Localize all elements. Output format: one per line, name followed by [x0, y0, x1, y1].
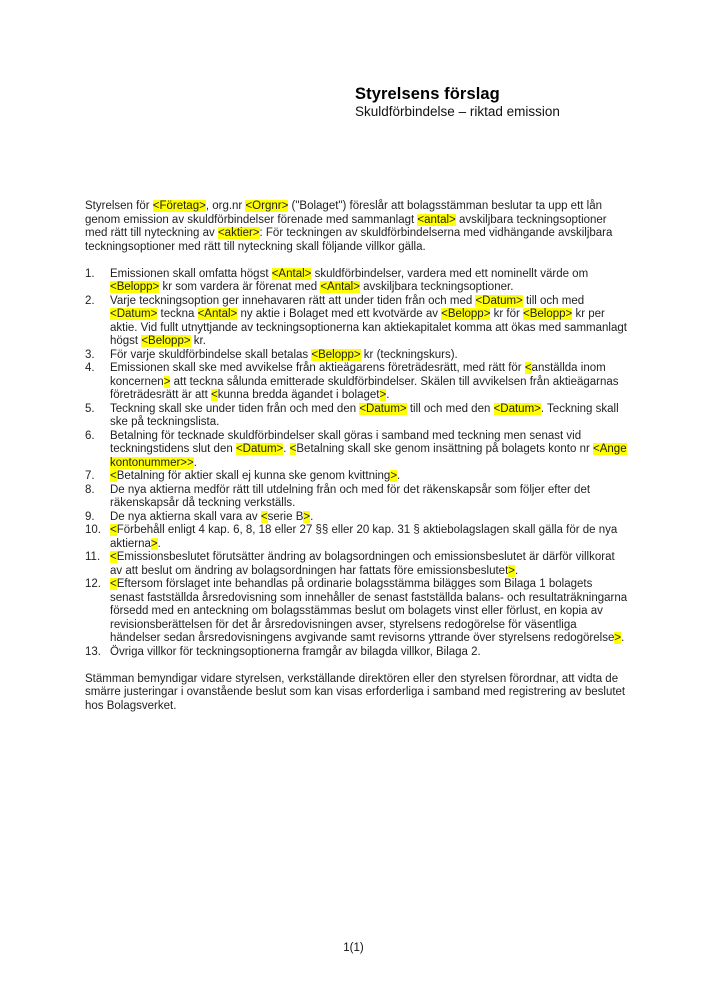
- list-item-number: 7.: [85, 470, 95, 482]
- text-segment: Styrelsen för: [85, 200, 153, 212]
- text-segment: Emissionen skall omfatta högst: [110, 267, 272, 280]
- page-title: Styrelsens förslag: [355, 85, 500, 103]
- list-item-text: [110, 295, 628, 349]
- text-segment: Stämman bemyndigar vidare styrelsen, verkställande direktören eller den styrelsen förordnar, att vidta de smärre justeringar i ovanstående beslut som kan visas erforderliga i samband med registrering av beslutet hos Bolagsverket.: [85, 672, 626, 712]
- text-segment: , org.nr: [205, 200, 246, 212]
- list-item-text: [110, 484, 628, 511]
- text-segment: kunna bredda ägandet i bolaget: [217, 389, 380, 401]
- list-item-number: 9.: [85, 510, 95, 523]
- list-item-text: [110, 430, 628, 471]
- text-segment: .: [193, 456, 197, 469]
- placeholder-highlight: >: [303, 510, 311, 523]
- placeholder-highlight: <: [110, 470, 117, 482]
- placeholder-highlight: <Datum>: [359, 402, 407, 415]
- list-item: [85, 403, 628, 430]
- text-segment: avskiljbara teckningsoptioner.: [359, 281, 514, 293]
- page-subtitle: Skuldförbindelse – riktad emission: [355, 104, 560, 119]
- text-segment: .: [157, 537, 161, 550]
- list-item-text: [110, 524, 628, 551]
- placeholder-highlight: <Belopp>: [441, 308, 491, 320]
- document-body: [85, 200, 628, 727]
- text-segment: till och med den: [406, 402, 494, 415]
- placeholder-highlight: <: [524, 362, 532, 374]
- placeholder-highlight: <Företag>: [152, 200, 206, 212]
- text-segment: kr (teckningskurs).: [360, 348, 458, 361]
- list-item: [85, 349, 628, 363]
- list-item: [85, 295, 628, 349]
- placeholder-highlight: <Antal>: [271, 267, 312, 280]
- list-item-text: [110, 551, 628, 578]
- list-item: [85, 524, 628, 551]
- text-segment: ("Bolaget") föreslår att bolagsstämman beslutar ta upp ett lån genom emission av skuldförbindelser förenade med sammanlagt: [85, 200, 603, 226]
- text-segment: kr per aktie. Vid fullt utnyttjande av teckningsoptionerna kan aktiekapitalet komma att ökas med sammanlagt högst: [110, 308, 627, 347]
- text-segment: Emissionsbeslutet förutsätter ändring av bolagsordningen och emissionsbeslutet är därför villkorat av att beslut om ändring av bolagsordningen har fattats före emissionsbeslutet: [110, 551, 615, 577]
- text-segment: Betalning skall ske genom insättning på bolagets konto nr: [296, 443, 594, 455]
- text-segment: .: [386, 389, 390, 401]
- text-segment: .: [514, 564, 519, 577]
- list-item: [85, 470, 628, 484]
- text-segment: avskiljbara teckningsoptioner med rätt till nyteckning av: [85, 213, 607, 239]
- placeholder-highlight: <Ange kontonummer>>: [110, 443, 627, 469]
- text-segment: . Teckning skall ske på teckningslista.: [110, 402, 619, 428]
- text-segment: Förbehåll enligt 4 kap. 6, 8, 18 eller 27 §§ eller 20 kap. 31 § aktiebolagslagen skall gälla för de nya aktierna: [110, 524, 618, 550]
- placeholder-highlight: >: [390, 470, 398, 482]
- list-item-text: [110, 470, 628, 484]
- intro-paragraph: [85, 200, 628, 254]
- list-item: [85, 484, 628, 511]
- list-item-text: [110, 268, 628, 295]
- list-item-text: [110, 349, 628, 363]
- text-segment: Eftersom förslaget inte behandlas på ordinarie bolagsstämma bilägges som Bilaga 1 bolagets senast fastställda årsredovisning som innehåller de senast fastställda balans- och resultaträkningarna försedd med en anteckning om bolagsstämmas beslut om bolagets vinst eller förlust, en kopia av revisionsberättelsen för det år årsredovisningen avser, styrelsens redogörelse för väsentliga händelser sedan årsredovisningens avgivande samt revisorns yttrande över styrelsens redogörelse: [110, 578, 628, 644]
- text-segment: För varje skuldförbindelse skall betalas: [110, 348, 312, 361]
- placeholder-highlight: <Antal>: [320, 281, 360, 293]
- text-segment: .: [621, 632, 625, 644]
- list-item-number: 1.: [85, 267, 95, 280]
- placeholder-highlight: <: [110, 524, 117, 536]
- numbered-list: [85, 268, 628, 660]
- list-item-number: 2.: [85, 294, 95, 307]
- text-segment: att teckna sålunda emitterade skuldförbindelser. Skälen till avvikelsen från aktieägarnas företrädesrätt är att: [110, 375, 619, 401]
- text-segment: Emissionen skall ske med avvikelse från aktieägarens företrädesrätt, med rätt för: [110, 362, 525, 374]
- list-item-text: [110, 578, 628, 646]
- placeholder-highlight: <: [110, 551, 117, 563]
- list-item-number: 6.: [85, 429, 95, 442]
- closing-paragraph: [85, 673, 628, 714]
- placeholder-highlight: <Datum>: [235, 443, 284, 455]
- list-item-number: 12.: [85, 578, 101, 590]
- placeholder-highlight: <Orgnr>: [245, 200, 289, 212]
- placeholder-highlight: <: [110, 578, 117, 590]
- placeholder-highlight: >: [150, 537, 158, 550]
- page-number: 1(1): [343, 942, 364, 954]
- list-item: [85, 268, 628, 295]
- placeholder-highlight: <Belopp>: [141, 335, 191, 347]
- list-item: [85, 646, 628, 660]
- text-segment: kr för: [490, 308, 524, 320]
- list-item-text: [110, 403, 628, 430]
- text-segment: Övriga villkor för teckningsoptionerna framgår av bilagda villkor, Bilaga 2.: [110, 645, 481, 658]
- text-segment: kr.: [190, 335, 206, 347]
- text-segment: serie B: [267, 510, 304, 523]
- placeholder-highlight: <Belopp>: [523, 308, 573, 320]
- text-segment: : För teckningen av skuldförbindelserna med vidhängande avskiljbara teckningsoptioner med rätt till nyteckning skall följande villkor gälla.: [85, 227, 613, 253]
- placeholder-highlight: >: [163, 375, 171, 388]
- text-segment: De nya aktierna skall vara av: [110, 510, 261, 523]
- list-item-number: 13.: [85, 645, 101, 658]
- placeholder-highlight: <Antal>: [197, 308, 238, 320]
- text-segment: De nya aktierna medför rätt till utdelning från och med för det räkenskapsår som följer efter det räkenskapsår då teckning verkställs.: [110, 483, 591, 509]
- text-segment: .: [310, 510, 314, 523]
- placeholder-highlight: <Datum>: [110, 308, 158, 320]
- text-segment: Varje teckningsoption ger innehavaren rätt att under tiden från och med: [110, 294, 476, 307]
- list-item: [85, 430, 628, 471]
- list-item: [85, 551, 628, 578]
- placeholder-highlight: <aktier>: [217, 227, 260, 239]
- text-segment: teckna: [157, 308, 198, 320]
- text-segment: ny aktie i Bolaget med ett kvotvärde av: [237, 308, 442, 320]
- list-item-text: [110, 646, 628, 660]
- placeholder-highlight: <Belopp>: [110, 281, 160, 293]
- placeholder-highlight: <Datum>: [493, 402, 541, 415]
- placeholder-highlight: <: [260, 510, 268, 523]
- list-item-number: 4.: [85, 362, 95, 374]
- placeholder-highlight: <Belopp>: [311, 348, 361, 361]
- list-item-number: 8.: [85, 483, 95, 496]
- title-block: [355, 85, 560, 120]
- text-segment: Betalning för tecknade skuldförbindelser skall göras i samband med teckning men senast vid teckningstidens slut den: [110, 429, 582, 455]
- placeholder-highlight: <: [211, 389, 218, 401]
- text-segment: kr som vardera är förenat med: [159, 281, 321, 293]
- list-item: [85, 511, 628, 525]
- text-segment: Betalning för aktier skall ej kunna ske genom kvittning: [116, 470, 391, 482]
- text-segment: .: [397, 470, 401, 482]
- list-item-number: 10.: [85, 524, 101, 536]
- placeholder-highlight: <antal>: [417, 213, 456, 226]
- placeholder-highlight: <Datum>: [475, 294, 523, 307]
- placeholder-highlight: >: [614, 632, 622, 644]
- list-item-number: 3.: [85, 348, 95, 361]
- list-item: [85, 578, 628, 646]
- text-segment: anställda inom koncernen: [110, 362, 606, 388]
- placeholder-highlight: <: [289, 443, 297, 455]
- list-item-text: [110, 362, 628, 403]
- text-segment: skuldförbindelser, vardera med ett nominellt värde om: [311, 267, 589, 280]
- placeholder-highlight: >: [508, 564, 515, 577]
- placeholder-highlight: >: [379, 389, 387, 401]
- list-item-text: [110, 511, 628, 525]
- list-item: [85, 362, 628, 403]
- list-item-number: 11.: [85, 551, 101, 563]
- text-segment: .: [283, 443, 290, 455]
- text-segment: till och med: [522, 294, 585, 307]
- list-item-number: 5.: [85, 402, 95, 415]
- text-segment: Teckning skall ske under tiden från och med den: [110, 402, 360, 415]
